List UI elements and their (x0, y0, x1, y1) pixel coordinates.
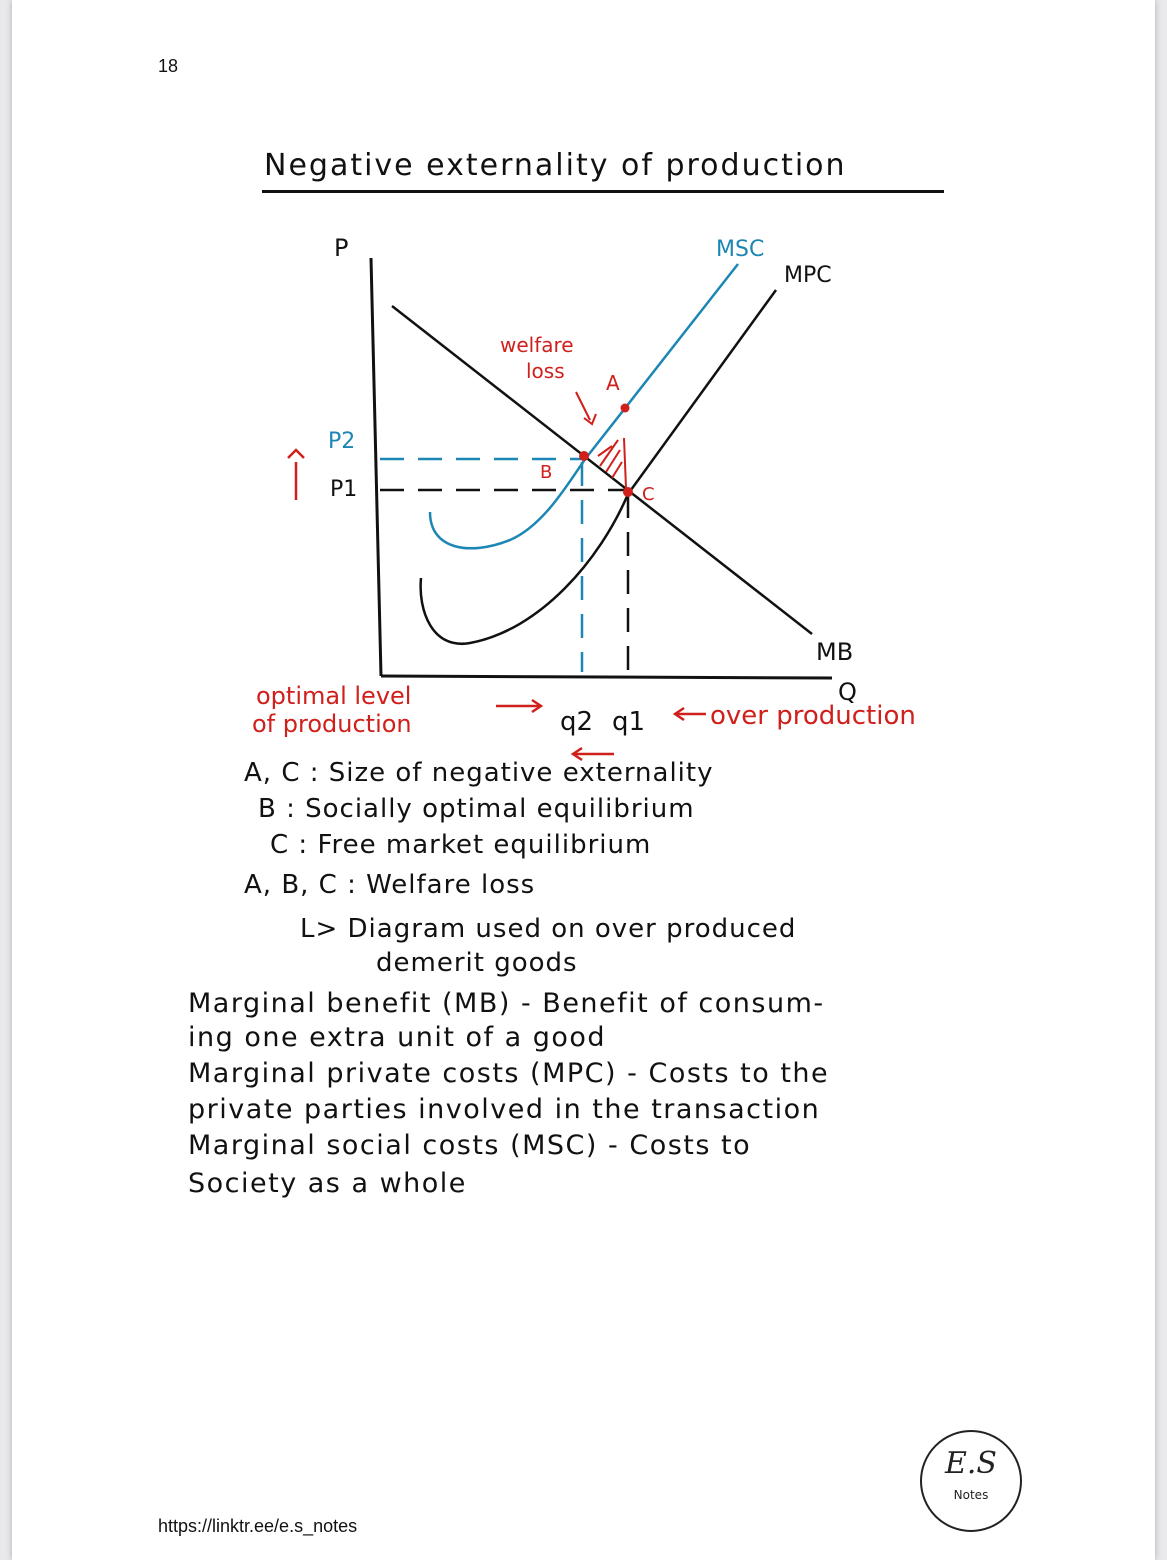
definition-mb-line1: Marginal benefit (MB) - Benefit of consum- (188, 988, 825, 1019)
page-number: 18 (158, 56, 179, 76)
definition-mb-line2: ing one extra unit of a good (188, 1022, 607, 1053)
legend-line-b: B : Socially optimal equilibrium (258, 794, 695, 824)
overproduction-label: over production (710, 701, 916, 731)
axis-q-label: Q (838, 678, 857, 706)
optimal-arrow (496, 700, 541, 712)
optimal-level-label-2: of production (252, 710, 412, 738)
overproduction-arrow (675, 708, 706, 720)
notes-logo (920, 1430, 1022, 1532)
welfare-loss-label-2: loss (526, 359, 565, 383)
definition-mpc-line2: private parties involved in the transaction (188, 1094, 821, 1125)
price-increase-arrow (288, 450, 304, 500)
page (12, 0, 1155, 1560)
msc-label: MSC (716, 237, 765, 262)
logo-word: Notes (953, 1488, 989, 1502)
legend-line-c: C : Free market equilibrium (270, 830, 652, 860)
q2-label: q2 (560, 707, 594, 737)
point-b-label: B (540, 462, 553, 483)
welfare-loss-label-1: welfare (500, 333, 574, 357)
optimal-level-label-1: optimal level (256, 682, 412, 710)
q1-label: q1 (612, 707, 646, 737)
price-p2-label: P2 (328, 429, 356, 454)
definition-msc-line2: Society as a whole (188, 1168, 467, 1199)
legend-line-usage: L> Diagram used on over produced (300, 914, 797, 944)
page-title: Negative externality of production (264, 148, 847, 183)
point-a-label: A (606, 371, 620, 395)
mb-curve (392, 306, 812, 634)
point-c-marker (623, 487, 633, 497)
mpc-label: MPC (784, 263, 832, 288)
footer-url[interactable]: https://linktr.ee/e.s_notes (158, 1516, 358, 1536)
point-a-marker (621, 404, 630, 413)
y-axis (371, 258, 381, 676)
mb-label: MB (816, 638, 854, 666)
welfare-loss-arrow (576, 392, 596, 424)
axis-p-label: P (334, 234, 349, 262)
price-p1-label: P1 (330, 477, 358, 502)
point-c-label: C (642, 484, 655, 505)
legend-line-abc: A, B, C : Welfare loss (244, 870, 536, 900)
point-b-marker (579, 451, 589, 461)
legend-line-ac: A, C : Size of negative externality (244, 758, 714, 788)
legend-line-demerit: demerit goods (376, 948, 578, 978)
x-axis (381, 676, 832, 678)
logo-initials: E.S (945, 1446, 997, 1481)
definition-msc-line1: Marginal social costs (MSC) - Costs to (188, 1130, 752, 1161)
welfare-loss-hatching (598, 438, 626, 488)
definition-mpc-line1: Marginal private costs (MPC) - Costs to the (188, 1058, 830, 1089)
